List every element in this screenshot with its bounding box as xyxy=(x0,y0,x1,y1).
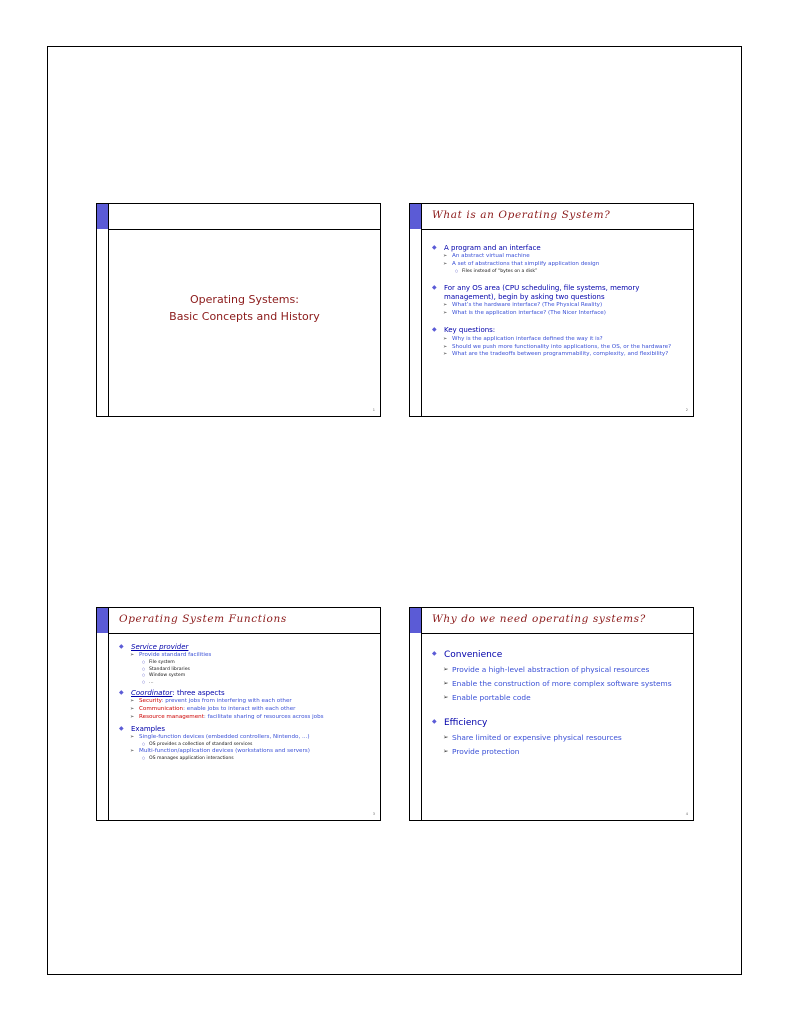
title-line-1: Operating Systems: xyxy=(190,293,299,306)
slide-1 xyxy=(96,203,381,417)
sub-sub-bullet: ○ OS manages application interactions xyxy=(119,756,370,762)
bullet: ◆ For any OS area (CPU scheduling, file systems, memory management), begin by asking two questions xyxy=(432,284,683,301)
sub-bullet: ➢ What is the application interface? (The Nicer Interface) xyxy=(432,310,683,317)
sub-bullet: ➢ Multi-function/application devices (workstations and servers) xyxy=(119,748,370,755)
sub-bullet: ➢ Should we push more functionality into applications, the OS, or the hardware? xyxy=(432,344,683,351)
bullet: ◆ Coordinator: three aspects xyxy=(119,689,370,697)
slide-3 xyxy=(96,607,381,821)
bullet: ◆ Examples xyxy=(119,725,370,733)
page-number: 3 xyxy=(372,812,375,816)
slide-2 xyxy=(409,203,694,417)
sub-bullet: ➢ Security: prevent jobs from interfering with each other xyxy=(119,698,370,705)
slide-4 xyxy=(409,607,694,821)
slide-tab xyxy=(97,204,109,230)
sub-bullet: ➢ Communication: enable jobs to interact with each other xyxy=(119,706,370,713)
bullet: ◆ Convenience xyxy=(432,650,683,661)
slide-tab xyxy=(97,608,109,634)
bullet: ◆ Key questions: xyxy=(432,326,683,334)
page-number: 2 xyxy=(685,408,688,412)
page-number: 1 xyxy=(372,408,375,412)
sub-bullet: ➢ An abstract virtual machine xyxy=(432,253,683,260)
slide-sidebar xyxy=(97,229,109,417)
bullet: ◆ Efficiency xyxy=(432,718,683,729)
slide-tab xyxy=(410,204,422,230)
sub-bullet: ➢ What are the tradeoffs between programmability, complexity, and flexibility? xyxy=(432,351,683,358)
slide-sidebar xyxy=(410,633,422,821)
slide-sidebar xyxy=(97,633,109,821)
sub-bullet: ➢ Provide a high-level abstraction of physical resources xyxy=(432,666,683,675)
page-border xyxy=(47,46,742,975)
sub-bullet: ➢ Provide standard facilities xyxy=(119,652,370,659)
page-number: 4 xyxy=(685,812,688,816)
sub-bullet: ➢ What’s the hardware interface? (The Physical Reality) xyxy=(432,302,683,309)
sub-sub-bullet: ○ Window system xyxy=(119,673,370,679)
sub-sub-bullet: ○ … xyxy=(119,680,370,686)
sub-bullet: ➢ Share limited or expensive physical resources xyxy=(432,734,683,743)
slide-title: Operating System Functions xyxy=(119,613,287,625)
sub-bullet: ➢ Single-function devices (embedded controllers, Nintendo, ...) xyxy=(119,734,370,741)
sub-bullet: ➢ Why is the application interface defined the way it is? xyxy=(432,336,683,343)
sub-sub-bullet: ○ Standard libraries xyxy=(119,667,370,673)
sub-bullet: ➢ Enable the construction of more complex software systems xyxy=(432,680,683,689)
sub-bullet: ➢ Enable portable code xyxy=(432,694,683,703)
sub-sub-bullet: ○ OS provides a collection of standard services xyxy=(119,742,370,748)
sub-sub-bullet: ○ Files instead of “bytes on a disk” xyxy=(432,269,683,275)
slide-content xyxy=(119,639,370,761)
slide-content xyxy=(432,640,683,757)
slide-tab xyxy=(410,608,422,634)
bullet: ◆ Service provider xyxy=(119,643,370,651)
slide-title: Why do we need operating systems? xyxy=(432,613,646,625)
title-line-2: Basic Concepts and History xyxy=(169,309,320,323)
bullet: ◆ A program and an interface xyxy=(432,244,683,252)
sub-sub-bullet: ○ File system xyxy=(119,660,370,666)
slide-sidebar xyxy=(410,229,422,417)
sub-bullet: ➢ Provide protection xyxy=(432,748,683,757)
sub-bullet: ➢ Resource management: facilitate sharing of resources across jobs xyxy=(119,714,370,721)
sub-bullet: ➢ A set of abstractions that simplify application design xyxy=(432,261,683,268)
slide-title: What is an Operating System? xyxy=(432,209,611,221)
slide-1-title xyxy=(109,292,380,325)
slide-content xyxy=(432,240,683,358)
